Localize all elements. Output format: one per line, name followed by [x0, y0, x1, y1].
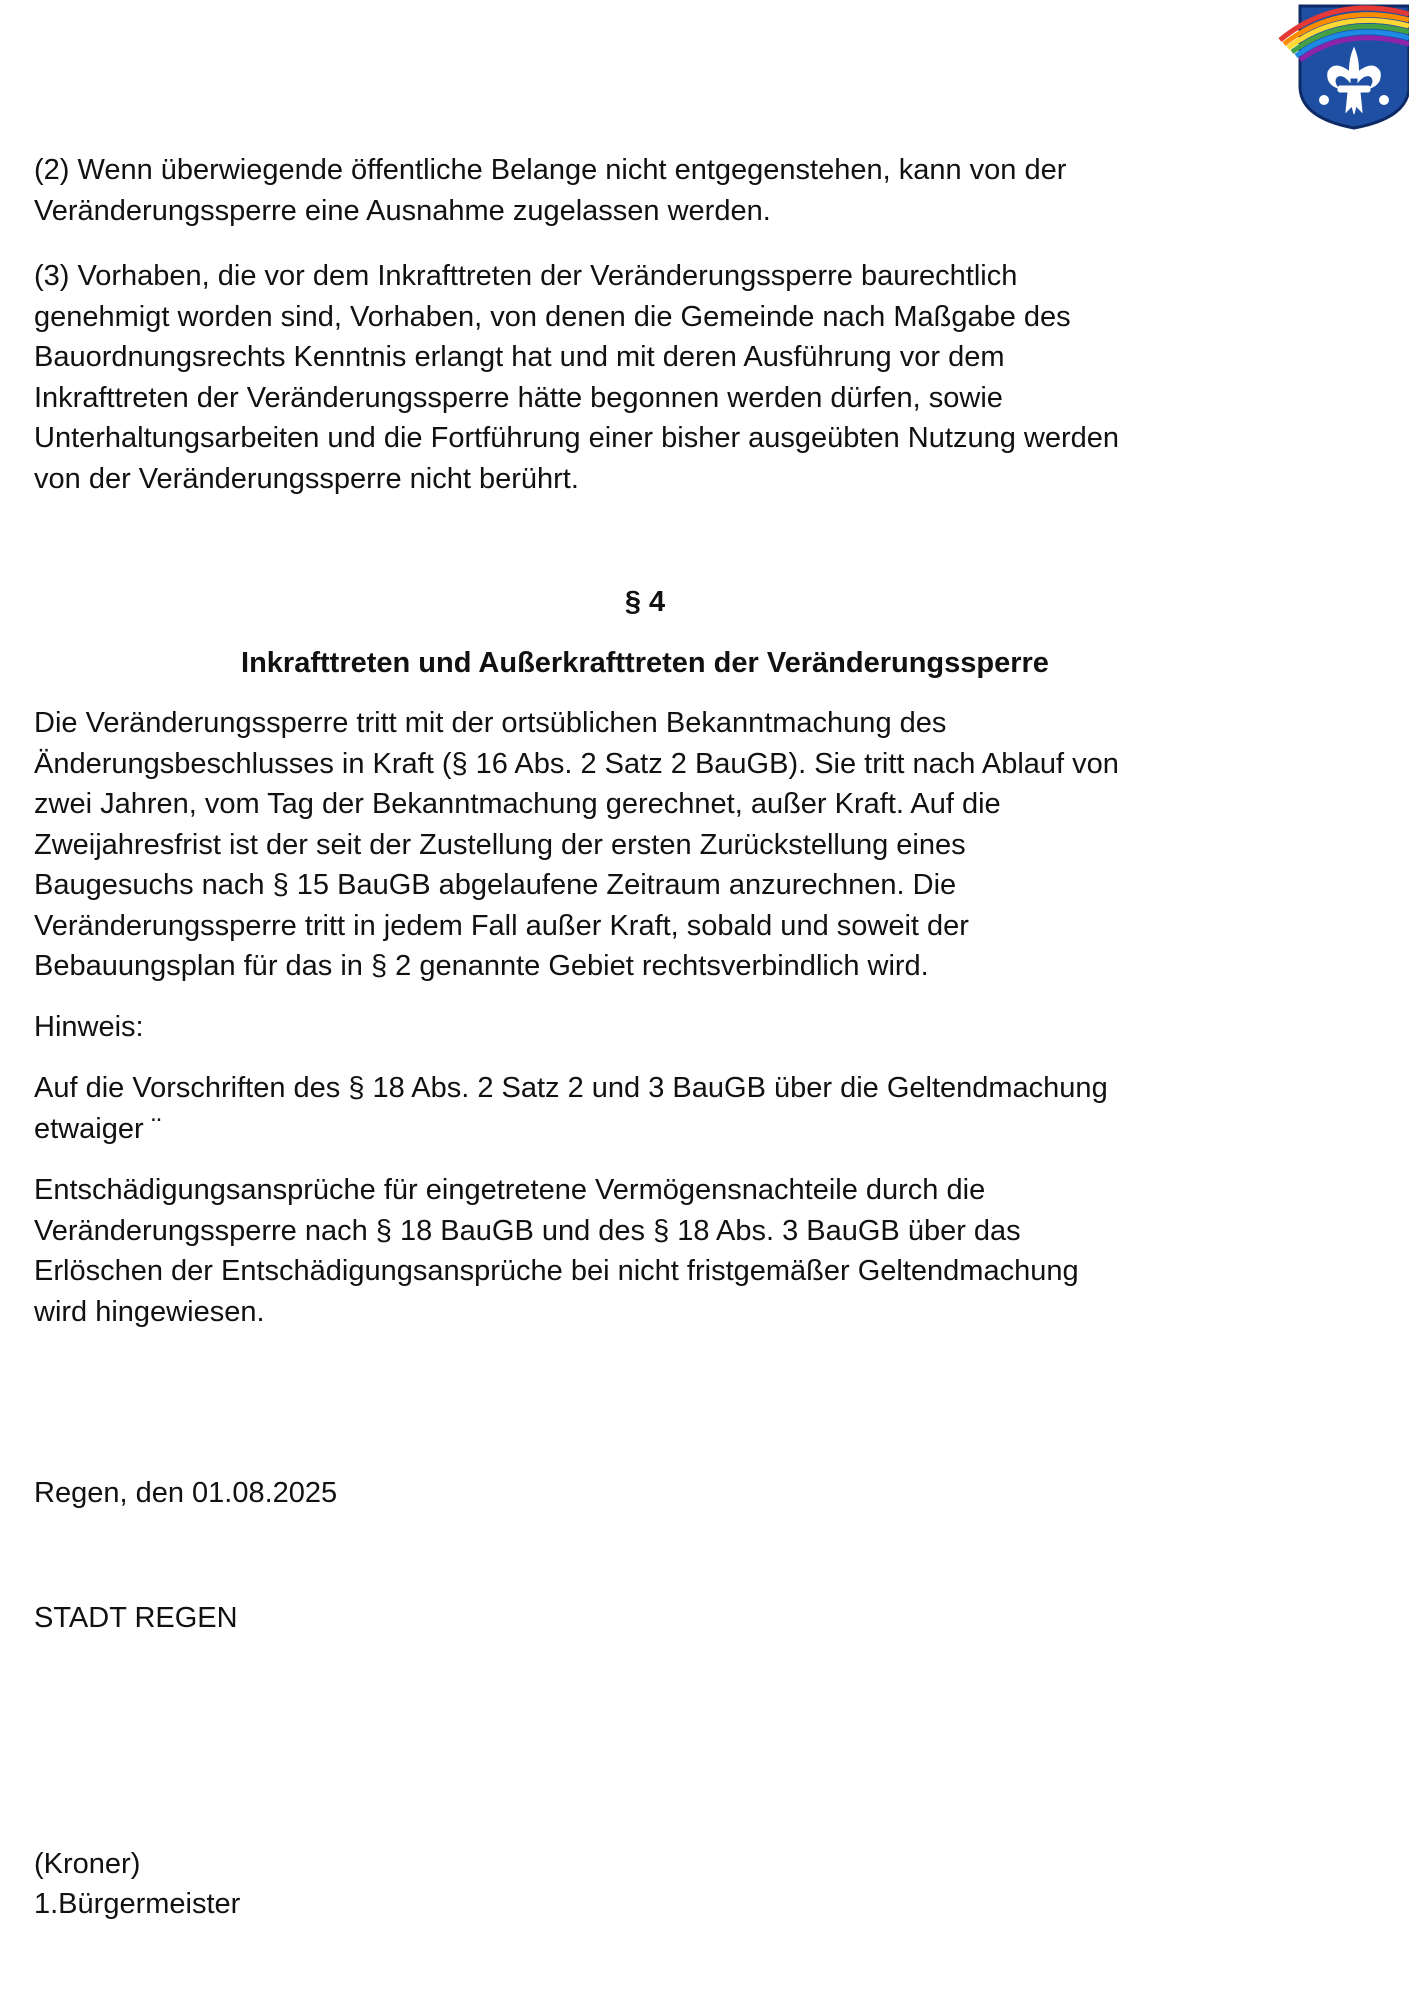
notice-label: Hinweis: — [34, 1011, 144, 1043]
coat-of-arms-icon — [1278, 0, 1409, 130]
paragraph-3: (3) Vorhaben, die vor dem Inkrafttreten der Veränderungssperre baurechtlich genehmigt worden sind, Vorhaben, von denen die Gemeinde nach Maßgabe des Bauordnungsrechts Kenntnis erlangt hat und mit deren Ausführung vor dem Inkrafttreten der Veränderungssperre hätte begonnen werden dürfen, sowie Unterhaltungsarbeiten und die Fortführung einer bisher ausgeübten Nutzung werden von der Veränderungssperre nicht berührt. — [34, 260, 1119, 495]
paragraph-2: (2) Wenn überwiegende öffentliche Belange nicht entgegenstehen, kann von der Veränderungssperre eine Ausnahme zugelassen werden. — [34, 154, 1067, 227]
place-date: Regen, den 01.08.2025 — [34, 1477, 338, 1509]
section-4-body: Die Veränderungssperre tritt mit der ortsüblichen Bekanntmachung des Änderungsbeschlusses in Kraft (§ 16 Abs. 2 Satz 2 BauGB). Sie tritt nach Ablauf von zwei Jahren, vom Tag der Bekanntmachung gerechnet, außer Kraft. Auf die Zweijahresfrist ist der seit der Zustellung der ersten Zurückstellung eines Baugesuchs nach § 15 BauGB abgelaufene Zeitraum anzurechnen. Die Veränderungssperre tritt in jedem Fall außer Kraft, sobald und soweit der Bebauungsplan für das in § 2 genannte Gebiet rechtsverbindlich wird. — [34, 707, 1119, 982]
authority-name: STADT REGEN — [34, 1602, 238, 1634]
notice-part-1: Auf die Vorschriften des § 18 Abs. 2 Satz 2 und 3 BauGB über die Geltendmachung etwaiger ¨ — [34, 1072, 1108, 1145]
signatory-role: 1.Bürgermeister — [34, 1888, 241, 1920]
notice-part-2: Entschädigungsansprüche für eingetretene Vermögensnachteile durch die Veränderungssperre nach § 18 BauGB und des § 18 Abs. 3 BauGB über das Erlöschen der Entschädigungsansprüche bei nicht fristgemäßer Geltendmachung wird hingewiesen. — [34, 1174, 1079, 1328]
section-number: § 4 — [624, 586, 666, 618]
section-title: Inkrafttreten und Außerkrafttreten der Veränderungssperre — [241, 647, 1049, 679]
signatory-name: (Kroner) — [34, 1848, 141, 1880]
